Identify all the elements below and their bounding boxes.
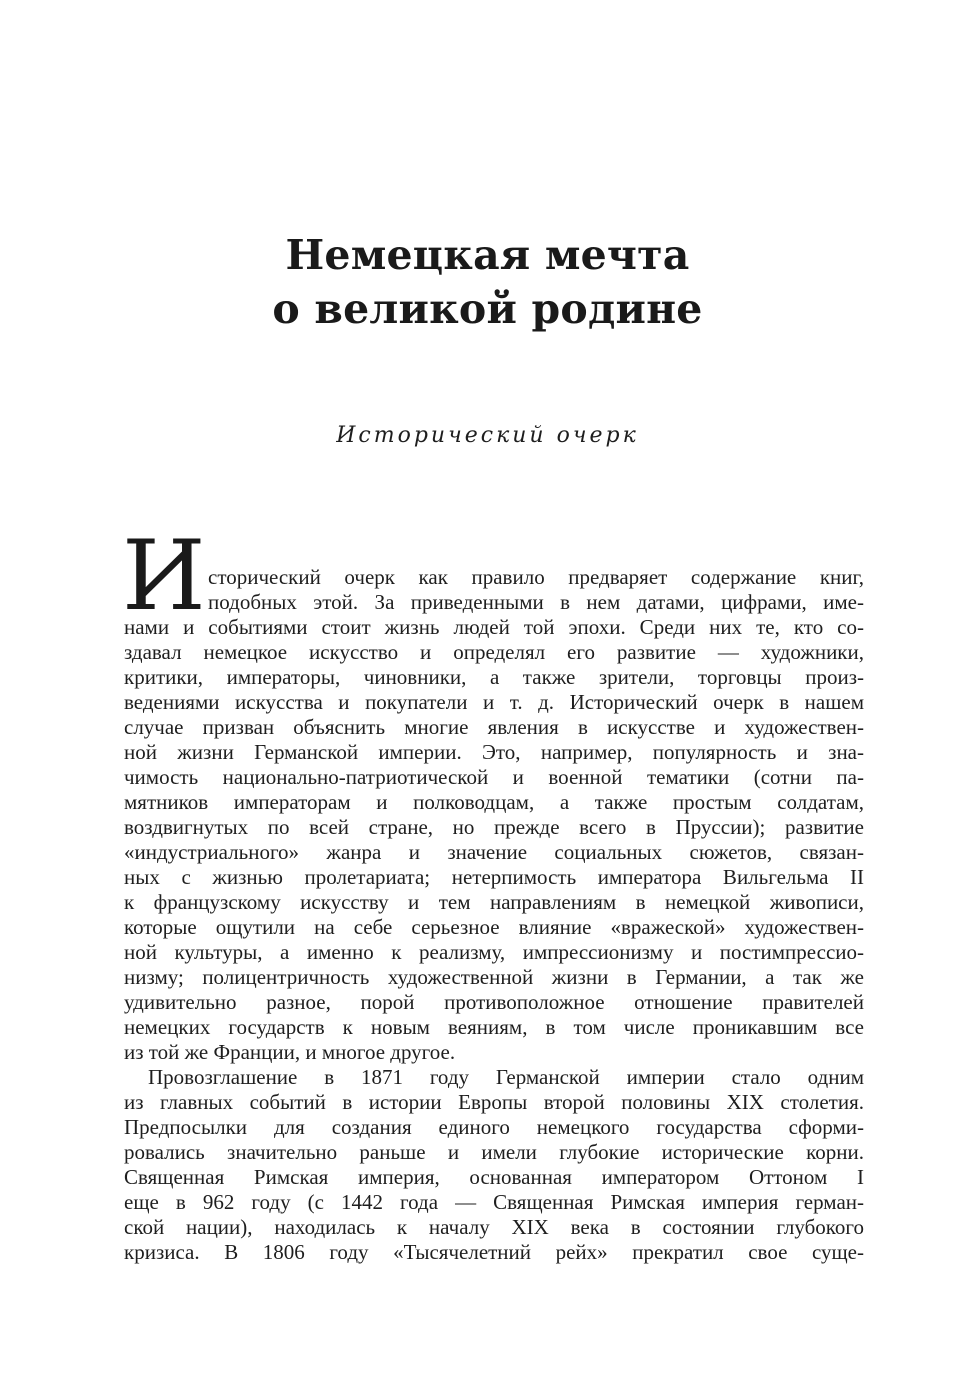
text-line: которые ощутили на себе серьезное влияние «вражеской» художествен- <box>124 915 864 939</box>
text-line: воздвигнутых по всей стране, но прежде всего в Пруссии); развитие <box>124 815 864 839</box>
text-line: ной культуры, а именно к реализму, импрессионизму и постимпрессио- <box>124 940 864 964</box>
text-line: еще в 962 году (с 1442 года — Священная Римская империя герман- <box>124 1190 864 1214</box>
chapter-subtitle: Исторический очерк <box>336 423 639 448</box>
drop-cap-letter: И <box>122 520 206 632</box>
text-line: сторический очерк как правило предваряет содержание книг, <box>208 565 864 589</box>
text-line: «индустриального» жанра и значение социальных сюжетов, связан- <box>124 840 864 864</box>
text-line: Провозглашение в 1871 году Германской империи стало одним <box>148 1065 864 1089</box>
text-line: низму; полицентричность художественной жизни в Германии, а так же <box>124 965 864 989</box>
text-line: немецких государств к новым веяниям, в том числе проникавшим все <box>124 1015 864 1039</box>
text-line: ведениями искусства и покупатели и т. д. Исторический очерк в нашем <box>124 690 864 714</box>
text-line: ровались значительно раньше и имели глубокие исторические корни. <box>124 1140 864 1164</box>
text-line: удивительно разное, порой противоположное отношение правителей <box>124 990 864 1014</box>
text-line: мятников императорам и полководцам, а также простым солдатам, <box>124 790 864 814</box>
body-text <box>124 565 864 1265</box>
text-line: ной жизни Германской империи. Это, например, популярность и зна- <box>124 740 864 764</box>
chapter-title <box>0 228 975 336</box>
text-line: ных с жизнью пролетариата; нетерпимость императора Вильгельма II <box>124 865 864 889</box>
text-line: здавал немецкое искусство и определял его развитие — художники, <box>124 640 864 664</box>
text-line: нами и событиями стоит жизнь людей той эпохи. Среди них те, кто со- <box>124 615 864 639</box>
text-line: случае призван объяснить многие явления в искусстве и художествен- <box>124 715 864 739</box>
text-line: чимость национально-патриотической и военной тематики (сотни па- <box>124 765 864 789</box>
text-line: подобных этой. За приведенными в нем датами, цифрами, име- <box>208 590 864 614</box>
text-line: из главных событий в истории Европы второй половины XIX столетия. <box>124 1090 864 1114</box>
text-line: к французскому искусству и тем направлениям в немецкой живописи, <box>124 890 864 914</box>
paragraph-1 <box>124 565 864 1065</box>
text-line: ской нации), находилась к началу XIX века в состоянии глубокого <box>124 1215 864 1239</box>
text-line: Священная Римская империя, основанная императором Оттоном I <box>124 1165 864 1189</box>
text-line: критики, императоры, чиновники, а также зрители, торговцы произ- <box>124 665 864 689</box>
chapter-title-line-2: о великой родине <box>272 285 703 333</box>
text-line: Предпосылки для создания единого немецкого государства сформи- <box>124 1115 864 1139</box>
text-line: из той же Франции, и многое другое. <box>124 1040 456 1064</box>
paragraph-2 <box>124 1065 864 1265</box>
text-line: кризиса. В 1806 году «Тысячелетний рейх» прекратил свое суще- <box>124 1240 864 1264</box>
chapter-title-line-1: Немецкая мечта <box>285 231 690 279</box>
